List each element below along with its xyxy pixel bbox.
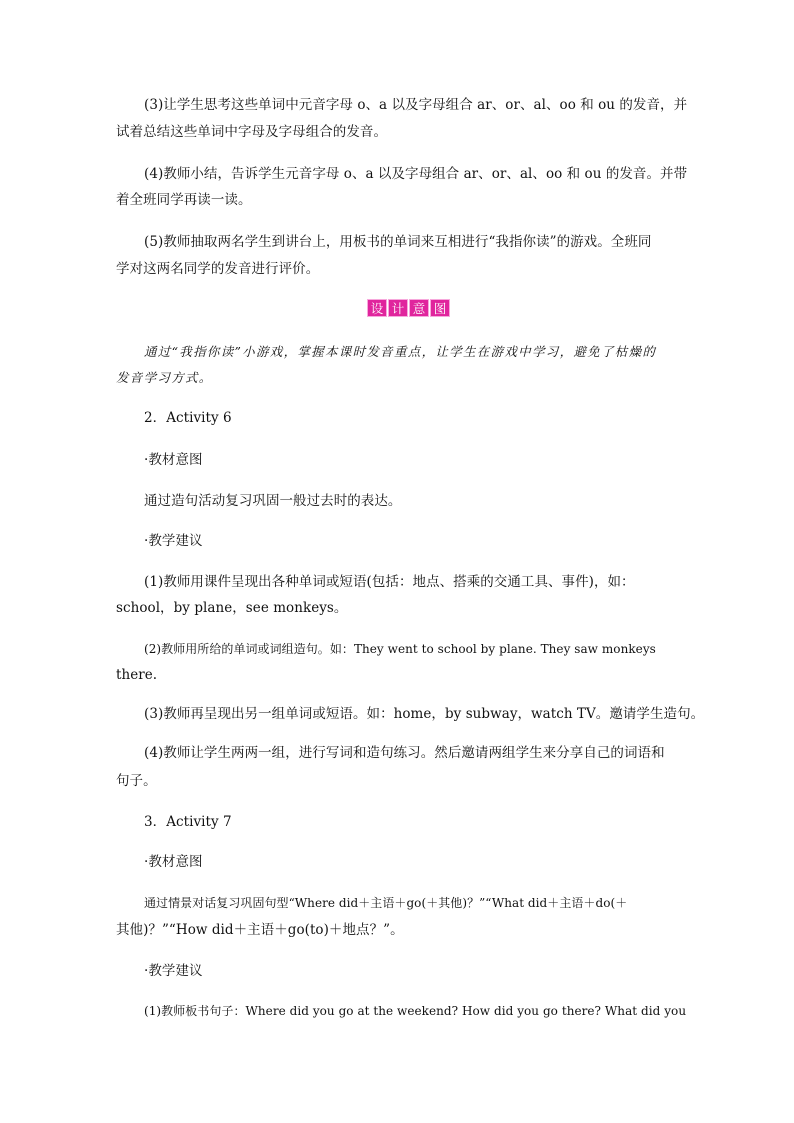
advice-item: school，by plane，see monkeys。 bbox=[116, 600, 348, 616]
advice-item: 句子。 bbox=[116, 773, 157, 789]
paragraph-line: 试着总结这些单词中字母及字母组合的发音。 bbox=[116, 124, 387, 140]
section-heading: 2．Activity 6 bbox=[144, 410, 232, 426]
design-label-char: 图 bbox=[430, 299, 450, 317]
advice-item: (1)教师板书句子：Where did you go at the weekend? How did you go there? What did you bbox=[144, 1004, 687, 1018]
paragraph-line: (5)教师抽取两名学生到讲台上，用板书的单词来互相进行“我指你读”的游戏。全班同 bbox=[144, 234, 652, 250]
design-intent-text: 发音学习方式。 bbox=[116, 370, 213, 385]
advice-label: ·教学建议 bbox=[144, 533, 203, 549]
design-label-char: 设 bbox=[367, 299, 387, 317]
advice-item: (4)教师让学生两两一组，进行写词和造句练习。然后邀请两组学生来分享自己的词语和 bbox=[144, 745, 665, 761]
advice-item: (2)教师用所给的单词或词组造句。如：They went to school by plane. They saw monkeys bbox=[144, 642, 656, 656]
section-heading: 3．Activity 7 bbox=[144, 814, 232, 830]
advice-label: ·教学建议 bbox=[144, 963, 203, 979]
advice-item: there. bbox=[116, 667, 158, 683]
paragraph-line: 着全班同学再读一读。 bbox=[116, 192, 252, 208]
intent-label: ·教材意图 bbox=[144, 452, 203, 468]
advice-item: (3)教师再呈现出另一组单词或短语。如：home，by subway，watch TV。邀请学生造句。 bbox=[144, 706, 705, 722]
design-label-char: 意 bbox=[409, 299, 429, 317]
paragraph-line: (4)教师小结，告诉学生元音字母 o、a 以及字母组合 ar、or、al、oo 和 ou 的发音。并带 bbox=[144, 166, 688, 182]
intent-text: 通过造句活动复习巩固一般过去时的表达。 bbox=[144, 493, 402, 509]
design-label-char: 计 bbox=[388, 299, 408, 317]
paragraph-line: 学对这两名同学的发音进行评价。 bbox=[116, 261, 320, 277]
paragraph-line: (3)让学生思考这些单词中元音字母 o、a 以及字母组合 ar、or、al、oo 和 ou 的发音，并 bbox=[144, 97, 688, 113]
intent-label: ·教材意图 bbox=[144, 854, 203, 870]
intent-text: 其他)？”“How did＋主语＋go(to)＋地点？”。 bbox=[116, 922, 404, 938]
advice-item: (1)教师用课件呈现出各种单词或短语(包括：地点、搭乘的交通工具、事件)，如： bbox=[144, 574, 635, 590]
intent-text: 通过情景对话复习巩固句型“Where did＋主语＋go(＋其他)？”“What did＋主语＋do(＋ bbox=[144, 896, 628, 910]
design-intent-label bbox=[367, 299, 451, 319]
design-intent-text: 通过“我指你读”小游戏，掌握本课时发音重点，让学生在游戏中学习，避免了枯燥的 bbox=[144, 344, 657, 359]
